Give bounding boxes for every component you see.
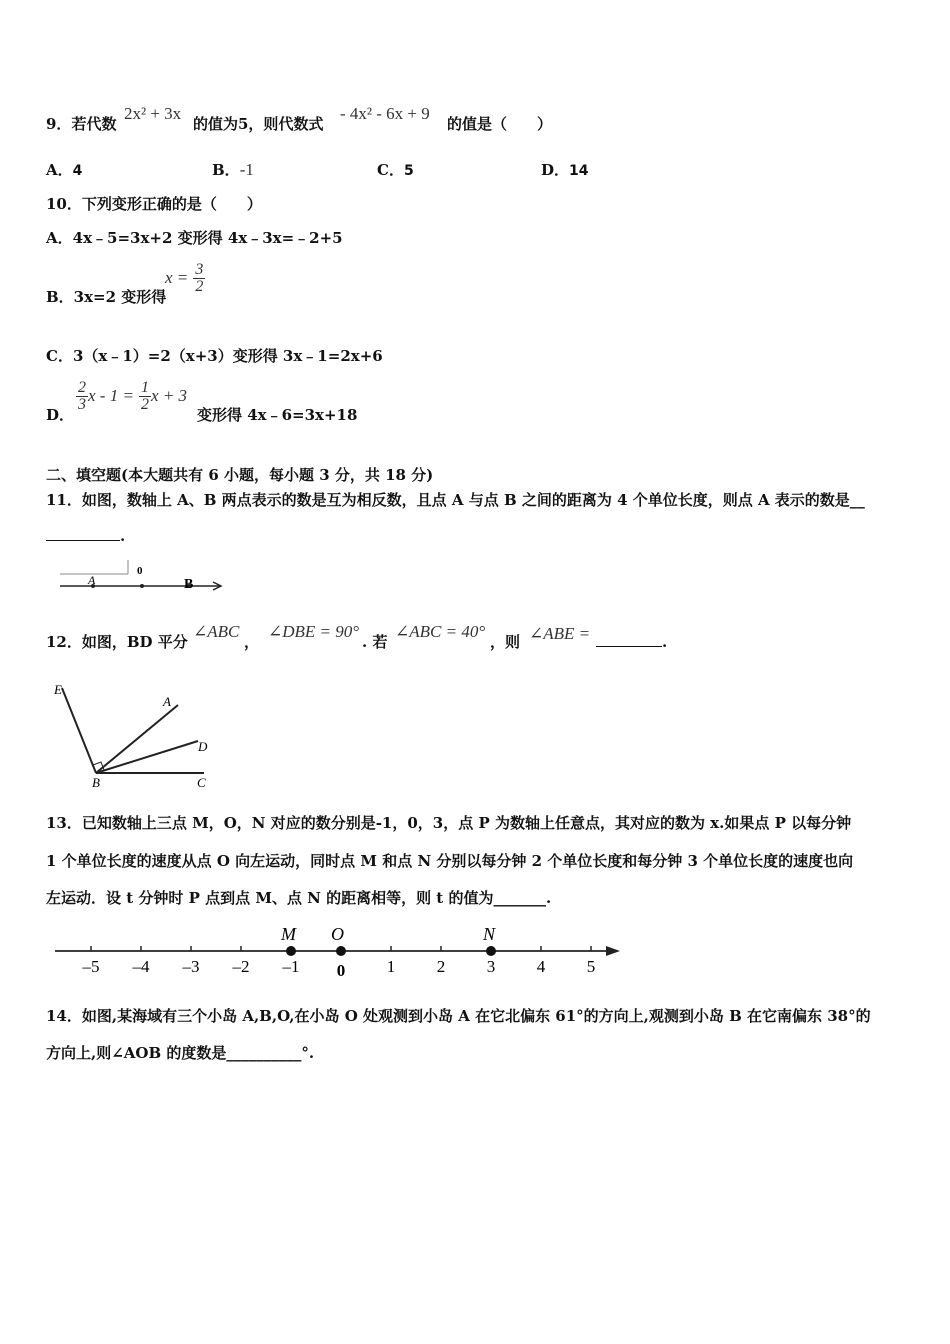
q13-line2: 1 个单位长度的速度从点 O 向左运动，同时点 M 和点 N 分别以每分钟 2 个单位长度和每分钟 3 个单位长度的速度也向	[46, 852, 854, 870]
q11-line2: .	[46, 526, 125, 546]
q9-expr1: 2x² + 3x	[124, 104, 182, 123]
q13-label-o: O	[331, 924, 344, 944]
q13-line3: 左运动．设 t 分钟时 P 点到点 M、点 N 的距离相等，则 t 的值为_______.	[46, 889, 552, 907]
q9-option-c: C．5	[377, 161, 414, 179]
q11-line1: 11．如图，数轴上 A、B 两点表示的数是互为相反数，且点 A 与点 B 之间的距离为 4 个单位长度，则点 A 表示的数是__	[46, 491, 865, 509]
q12-ray-bd	[96, 741, 198, 773]
q13-label-n: N	[483, 924, 496, 944]
q12-angle-figure	[46, 676, 226, 796]
q12-sep2: . 若	[362, 633, 388, 651]
q9-mid: 的值为5，则代数式	[193, 115, 324, 133]
q12-answer-blank[interactable]	[596, 632, 662, 647]
q9-stem	[46, 114, 116, 134]
q12-angle-abe: ∠ABE =	[529, 624, 591, 643]
q13-tick-label: 1	[386, 957, 396, 976]
q12-sep1: ，	[244, 633, 260, 651]
q13-tick-label: 4	[536, 957, 546, 976]
q10-b-lhs: x =	[165, 268, 189, 287]
q10-d-fraction-2: $\frac{1}{2}$	[141, 379, 150, 413]
q12-angle-dbe: ∠DBE = 90°	[268, 622, 360, 641]
q10-option-b-label: B．3x=2 变形得	[46, 288, 167, 306]
q13-point-n	[486, 946, 496, 956]
q9-expr2: - 4x² - 6x + 9	[340, 104, 430, 123]
q12-sep3: ，则	[490, 633, 521, 651]
q13-tick-label: 2	[436, 957, 446, 976]
q9-number: 9．	[46, 115, 72, 133]
q11-label-zero: 0	[137, 565, 143, 577]
q12-pre: 12．如图，BD 平分	[46, 633, 188, 651]
q13-line1: 13．已知数轴上三点 M，O，N 对应的数分别是-1，0，3，点 P 为数轴上任意点，其对应的数为 x.如果点 P 以每分钟	[46, 814, 852, 832]
q10-option-a: A．4x﹣5=3x+2 变形得 4x﹣3x=﹣2+5	[46, 229, 343, 247]
q10-option-d-label: D．	[46, 406, 75, 424]
q12-ray-ba	[96, 705, 178, 773]
q11-point-zero	[140, 584, 144, 588]
section-heading: 二、填空题(本大题共有 6 小题，每小题 3 分，共 18 分)	[46, 466, 434, 484]
q9-pre: 若代数	[71, 115, 117, 133]
q9-option-d: D．14	[541, 161, 589, 179]
q12-angle-abc-value: ∠ABC = 40°	[395, 622, 486, 641]
q10-stem: 10．下列变形正确的是（ ）	[46, 195, 262, 213]
q12-label-b: B	[92, 775, 100, 790]
q11-label-a: A	[88, 573, 96, 587]
q12-angle-abc: ∠ABC	[193, 622, 240, 641]
q13-tick-label: –5	[82, 957, 100, 976]
q10-option-d-formula	[76, 380, 187, 413]
q11-number-line-figure	[55, 556, 230, 598]
q10-b-fraction: $\frac{3}{2}$	[195, 261, 204, 295]
q13-point-o	[336, 946, 346, 956]
q11-answer-blank[interactable]	[46, 526, 120, 541]
q13-tick-label: 0	[336, 961, 346, 980]
q14-line2: 方向上,则∠AOB 的度数是__________°.	[46, 1044, 315, 1062]
q13-tick-label: –1	[282, 957, 300, 976]
q13-number-line-figure	[50, 920, 630, 982]
q13-label-m: M	[281, 924, 296, 944]
q9-option-b: B．-1	[212, 160, 254, 179]
q10-d-mid: x - 1 =	[88, 386, 134, 405]
q9-post: 的值是（ ）	[447, 115, 553, 133]
q10-option-c: C．3（x﹣1）=2（x+3）变形得 3x﹣1=2x+6	[46, 347, 383, 365]
q14-line1: 14．如图,某海域有三个小岛 A,B,O,在小岛 O 处观测到小岛 A 在它北偏东 61°的方向上,观测到小岛 B 在它南偏东 38°的	[46, 1007, 871, 1025]
q10-d-fraction-1: $\frac{2}{3}$	[78, 379, 86, 413]
q12-label-a: A	[163, 694, 171, 709]
q13-point-m	[286, 946, 296, 956]
q10-option-d-tail: 变形得 4x﹣6=3x+18	[197, 406, 358, 424]
q12-label-c: C	[197, 775, 206, 790]
q9-option-a: A．4	[46, 161, 83, 179]
q12-label-d: D	[198, 739, 208, 754]
q12-blank-wrap: .	[596, 632, 667, 652]
q12-label-e: E	[54, 682, 62, 697]
q13-tick-label: –2	[232, 957, 250, 976]
q10-d-end: x + 3	[151, 386, 188, 405]
q12-ray-be	[62, 688, 96, 773]
q13-axis-arrow	[606, 946, 620, 956]
q13-tick-label: 5	[586, 957, 596, 976]
q13-tick-label: –4	[132, 957, 150, 976]
q13-tick-label-group	[82, 957, 596, 980]
q10-option-b-formula	[165, 262, 205, 295]
q13-tick-label: 3	[486, 957, 496, 976]
q13-tick-label: –3	[182, 957, 200, 976]
q11-label-b: B	[184, 577, 194, 592]
